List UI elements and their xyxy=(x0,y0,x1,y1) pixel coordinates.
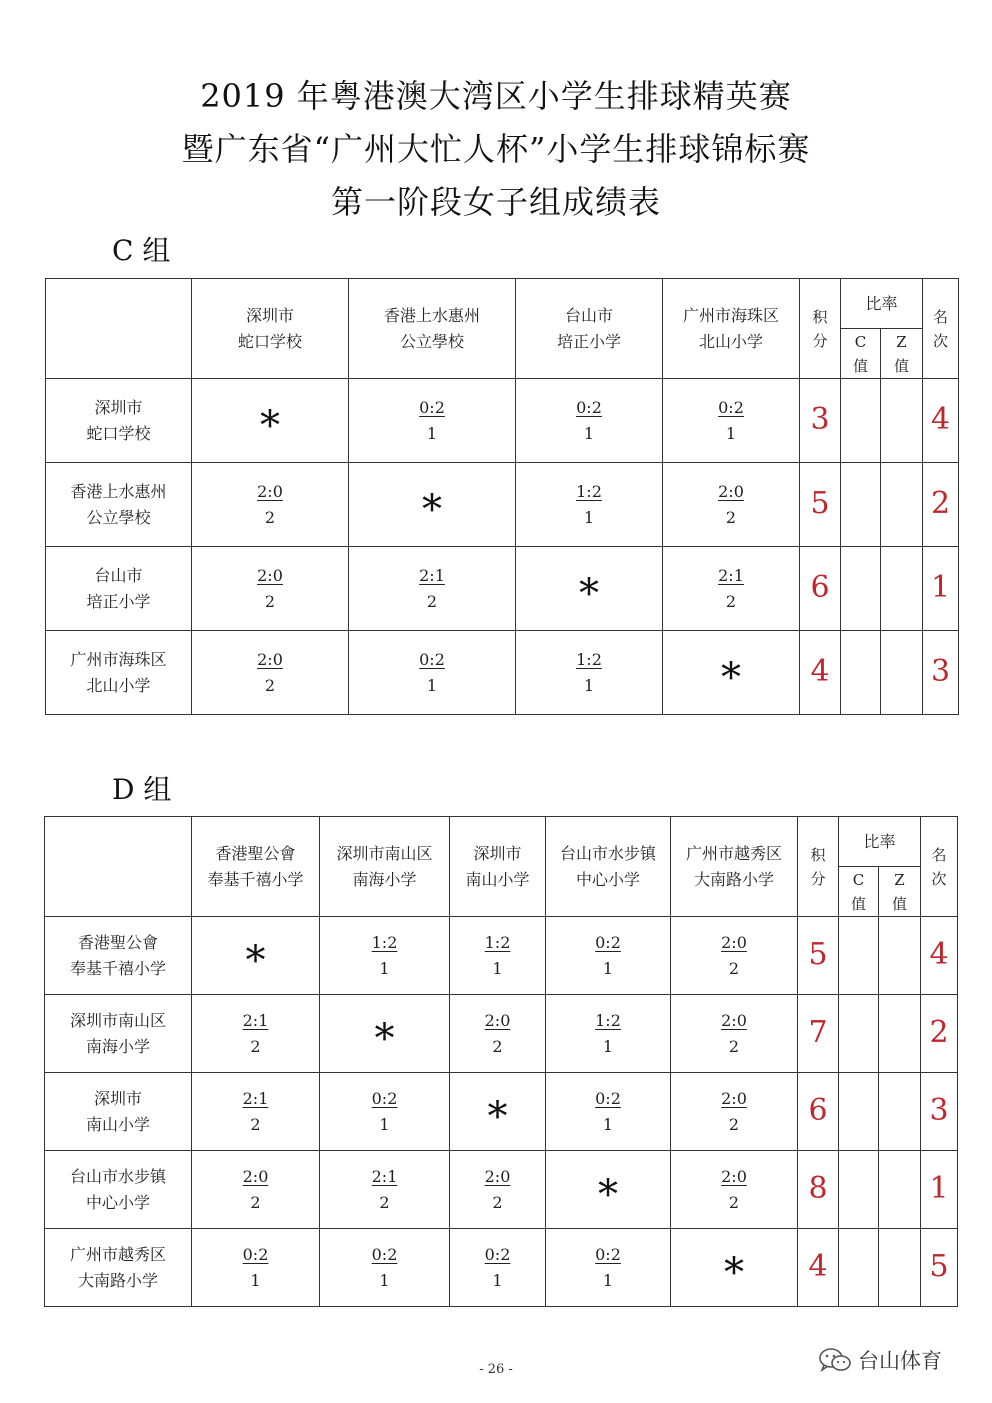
match-score: 2:1 xyxy=(371,1166,398,1186)
match-cell xyxy=(671,995,798,1073)
z_value-letter: Z xyxy=(894,870,905,889)
team-name-line1: 深圳市 xyxy=(94,397,143,417)
header-row xyxy=(46,279,959,329)
self-match-star: * xyxy=(245,938,266,984)
match-points: 2 xyxy=(250,1036,261,1056)
row-team-header xyxy=(45,1151,192,1229)
rank-value: 2 xyxy=(929,1014,949,1050)
match-points: 1 xyxy=(602,1036,614,1056)
team-name-line1: 香港聖公會 xyxy=(77,932,158,952)
match-cell xyxy=(192,995,320,1073)
c-value-header xyxy=(839,867,879,917)
team-name-line1: 香港上水惠州 xyxy=(383,305,480,325)
self-match-star: * xyxy=(374,1016,395,1062)
title-line-2: 暨广东省“广州大忙人杯”小学生排球锦标赛 xyxy=(181,130,811,168)
match-cell xyxy=(349,379,516,463)
match-score: 2:0 xyxy=(721,1166,747,1186)
column-team-header xyxy=(192,279,349,379)
match-points: 2 xyxy=(264,591,276,611)
points-value: 6 xyxy=(808,1092,828,1128)
match-points: 1 xyxy=(583,675,595,695)
match-points: 2 xyxy=(492,1192,503,1212)
title-line-3: 第一阶段女子组成绩表 xyxy=(330,183,661,221)
match-cell xyxy=(671,917,798,995)
team-name-line1: 台山市 xyxy=(564,305,613,325)
table-row xyxy=(46,463,959,547)
points-header-2: 分 xyxy=(810,869,826,888)
rank-value: 3 xyxy=(929,1092,949,1128)
match-points: 1 xyxy=(725,423,737,443)
ratio-header: 比率 xyxy=(839,817,921,867)
match-score: 0:2 xyxy=(242,1244,269,1264)
match-points: 1 xyxy=(602,958,614,978)
team-name-line2: 北山小学 xyxy=(698,331,763,351)
team-name-line2: 南山小学 xyxy=(85,1114,150,1134)
c-value-cell xyxy=(841,547,881,631)
match-cell xyxy=(663,463,800,547)
match-points: 2 xyxy=(728,1114,740,1134)
team-name-line2: 大南路小学 xyxy=(693,869,774,889)
match-cell xyxy=(192,379,349,463)
match-points: 1 xyxy=(583,507,595,527)
c-value-cell xyxy=(839,995,879,1073)
match-score: 2:1 xyxy=(718,565,744,585)
table-row xyxy=(45,1229,958,1307)
match-cell xyxy=(546,917,671,995)
team-name-line1: 台山市水步镇 xyxy=(559,843,656,863)
match-cell xyxy=(516,379,663,463)
c-value-cell xyxy=(839,1073,879,1151)
corner-cell xyxy=(46,279,192,379)
z-value-cell xyxy=(879,917,921,995)
team-name-line1: 香港聖公會 xyxy=(215,843,296,863)
column-team-header xyxy=(320,817,450,917)
rank-value: 3 xyxy=(930,653,951,689)
z-value-header xyxy=(879,867,921,917)
match-score: 2:0 xyxy=(721,1010,747,1030)
match-cell xyxy=(192,917,320,995)
c-value-cell xyxy=(841,463,881,547)
table-row xyxy=(45,917,958,995)
c_value-letter: C xyxy=(852,870,865,889)
table-row xyxy=(45,1073,958,1151)
match-cell xyxy=(671,1151,798,1229)
row-team-header xyxy=(45,917,192,995)
points-value: 4 xyxy=(810,653,830,689)
group-c-table xyxy=(45,278,959,715)
group-d-table xyxy=(44,816,958,1307)
match-cell xyxy=(192,1073,320,1151)
team-name-line2: 公立學校 xyxy=(399,331,464,351)
team-name-line2: 公立學校 xyxy=(86,507,151,527)
group-d-label: D 组 xyxy=(112,773,172,806)
match-points: 1 xyxy=(379,1270,390,1290)
column-team-header xyxy=(671,817,798,917)
column-team-header xyxy=(516,279,663,379)
match-score: 0:2 xyxy=(718,397,744,417)
match-points: 1 xyxy=(426,423,438,443)
match-score: 0:2 xyxy=(595,1244,621,1264)
match-cell xyxy=(320,995,450,1073)
rank-cell xyxy=(923,463,959,547)
match-cell xyxy=(546,1073,671,1151)
match-score: 0:2 xyxy=(371,1244,398,1264)
team-name-line1: 深圳市 xyxy=(245,305,294,325)
match-cell xyxy=(192,1151,320,1229)
team-name-line1: 台山市水步镇 xyxy=(69,1166,166,1186)
row-team-header xyxy=(45,1229,192,1307)
points-value: 5 xyxy=(810,485,830,521)
rank-header xyxy=(923,279,959,379)
c_value-letter: C xyxy=(854,332,867,351)
self-match-star: * xyxy=(487,1094,508,1140)
team-name-line1: 广州市越秀区 xyxy=(69,1244,166,1264)
match-points: 2 xyxy=(250,1114,261,1134)
points-cell xyxy=(798,917,839,995)
title-line-1: 2019 年粤港澳大湾区小学生排球精英赛 xyxy=(200,77,792,115)
points-value: 7 xyxy=(808,1014,828,1050)
self-match-star: * xyxy=(724,1250,744,1296)
match-score: 1:2 xyxy=(576,649,602,669)
match-points: 1 xyxy=(602,1114,614,1134)
match-cell xyxy=(671,1229,798,1307)
match-cell xyxy=(546,1229,671,1307)
match-score: 2:1 xyxy=(242,1088,269,1108)
table-row xyxy=(46,631,959,715)
row-team-header xyxy=(46,463,192,547)
rank-cell xyxy=(923,547,959,631)
team-name-line1: 深圳市 xyxy=(473,843,522,863)
match-points: 2 xyxy=(728,958,740,978)
match-score: 2:0 xyxy=(242,1166,269,1186)
match-cell xyxy=(349,631,516,715)
column-team-header xyxy=(450,817,546,917)
match-score: 2:0 xyxy=(484,1166,511,1186)
match-points: 2 xyxy=(250,1192,261,1212)
rank-cell xyxy=(921,1073,958,1151)
points-cell xyxy=(800,547,841,631)
team-name-line2: 大南路小学 xyxy=(77,1270,158,1290)
table-row xyxy=(45,1151,958,1229)
z-value-cell xyxy=(879,1229,921,1307)
match-points: 2 xyxy=(725,591,737,611)
match-cell xyxy=(320,917,450,995)
team-name-line1: 香港上水惠州 xyxy=(70,481,167,501)
rank-value: 2 xyxy=(930,485,951,521)
match-score: 2:0 xyxy=(257,481,283,501)
rank-header-1: 名 xyxy=(933,307,949,326)
z-value-cell xyxy=(881,547,923,631)
points-header xyxy=(798,817,839,917)
c-value-header xyxy=(841,329,881,379)
points-cell xyxy=(798,995,839,1073)
match-score: 0:2 xyxy=(371,1088,398,1108)
row-team-header xyxy=(46,379,192,463)
rank-cell xyxy=(923,379,959,463)
points-cell xyxy=(800,379,841,463)
team-name-line2: 南海小学 xyxy=(352,869,417,889)
z_value-letter: Z xyxy=(896,332,907,351)
match-cell xyxy=(450,1073,546,1151)
header-row xyxy=(45,817,958,867)
match-cell xyxy=(663,379,800,463)
points-value: 4 xyxy=(808,1248,828,1284)
column-team-header xyxy=(349,279,516,379)
team-name-line2: 南山小学 xyxy=(465,869,530,889)
z_value-char: 值 xyxy=(892,894,908,913)
rank-value: 5 xyxy=(929,1248,949,1284)
z-value-header xyxy=(881,329,923,379)
table-row xyxy=(46,379,959,463)
team-name-line2: 奉基千禧小学 xyxy=(207,869,304,889)
points-header xyxy=(800,279,841,379)
c-value-cell xyxy=(839,917,879,995)
team-name-line2: 北山小学 xyxy=(86,675,151,695)
match-cell xyxy=(320,1229,450,1307)
team-name-line2: 培正小学 xyxy=(556,331,621,351)
self-match-star: * xyxy=(422,487,442,533)
match-cell xyxy=(671,1073,798,1151)
match-cell xyxy=(349,463,516,547)
match-cell xyxy=(450,1151,546,1229)
match-score: 0:2 xyxy=(484,1244,511,1264)
points-cell xyxy=(798,1073,839,1151)
match-points: 2 xyxy=(492,1036,503,1056)
match-points: 1 xyxy=(379,1114,390,1134)
points-value: 5 xyxy=(808,936,828,972)
c-value-cell xyxy=(839,1229,879,1307)
page-number: - 26 - xyxy=(479,1362,513,1377)
match-points: 1 xyxy=(492,1270,503,1290)
z-value-cell xyxy=(881,463,923,547)
z-value-cell xyxy=(881,631,923,715)
points-cell xyxy=(798,1151,839,1229)
z-value-cell xyxy=(879,1073,921,1151)
self-match-star: * xyxy=(579,571,599,617)
team-name-line1: 广州市越秀区 xyxy=(685,843,782,863)
team-name-line1: 深圳市 xyxy=(93,1088,142,1108)
match-cell xyxy=(450,1229,546,1307)
match-points: 1 xyxy=(602,1270,614,1290)
rank-cell xyxy=(923,631,959,715)
match-points: 1 xyxy=(492,958,503,978)
c-value-cell xyxy=(841,379,881,463)
points-header-1: 积 xyxy=(812,307,828,326)
c-value-cell xyxy=(841,631,881,715)
match-score: 2:1 xyxy=(419,565,445,585)
rank-header-2: 次 xyxy=(931,869,947,888)
match-points: 1 xyxy=(583,423,595,443)
rank-header xyxy=(921,817,958,917)
match-cell xyxy=(320,1151,450,1229)
match-cell xyxy=(192,547,349,631)
match-cell xyxy=(516,631,663,715)
points-header-2: 分 xyxy=(812,331,828,350)
column-team-header xyxy=(192,817,320,917)
match-points: 2 xyxy=(728,1036,740,1056)
team-name-line1: 深圳市南山区 xyxy=(336,843,433,863)
c_value-char: 值 xyxy=(850,894,866,913)
match-cell xyxy=(192,1229,320,1307)
z-value-cell xyxy=(879,995,921,1073)
rank-value: 1 xyxy=(930,569,951,605)
c_value-char: 值 xyxy=(852,356,868,375)
row-team-header xyxy=(45,995,192,1073)
team-name-line2: 南海小学 xyxy=(85,1036,150,1056)
match-score: 2:0 xyxy=(721,932,747,952)
team-name-line2: 培正小学 xyxy=(86,591,151,611)
watermark-text: 台山体育 xyxy=(858,1349,942,1373)
match-cell xyxy=(349,547,516,631)
rank-header-1: 名 xyxy=(931,845,947,864)
match-cell xyxy=(192,463,349,547)
match-score: 0:2 xyxy=(595,1088,621,1108)
match-cell xyxy=(663,547,800,631)
z_value-char: 值 xyxy=(894,356,910,375)
table-row xyxy=(46,547,959,631)
match-cell xyxy=(450,917,546,995)
column-team-header xyxy=(663,279,800,379)
match-cell xyxy=(546,1151,671,1229)
team-name-line1: 广州市海珠区 xyxy=(682,305,779,325)
match-score: 0:2 xyxy=(595,932,621,952)
rank-value: 4 xyxy=(930,401,951,437)
team-name-line2: 蛇口学校 xyxy=(86,423,151,443)
points-cell xyxy=(800,631,841,715)
match-points: 2 xyxy=(264,675,276,695)
watermark xyxy=(818,1345,942,1375)
match-cell xyxy=(516,547,663,631)
match-score: 2:0 xyxy=(484,1010,511,1030)
points-value: 6 xyxy=(810,569,830,605)
match-score: 2:0 xyxy=(718,481,744,501)
column-team-header xyxy=(546,817,671,917)
match-cell xyxy=(546,995,671,1073)
match-points: 2 xyxy=(379,1192,390,1212)
group-c-label: C 组 xyxy=(112,234,171,267)
points-cell xyxy=(800,463,841,547)
match-points: 2 xyxy=(728,1192,740,1212)
points-value: 8 xyxy=(808,1170,828,1206)
match-score: 2:0 xyxy=(257,565,283,585)
team-name-line2: 奉基千禧小学 xyxy=(69,958,166,978)
match-points: 1 xyxy=(426,675,438,695)
self-match-star: * xyxy=(598,1172,618,1218)
corner-cell xyxy=(45,817,192,917)
match-points: 1 xyxy=(250,1270,261,1290)
team-name-line2: 蛇口学校 xyxy=(237,331,302,351)
team-name-line1: 台山市 xyxy=(94,565,143,585)
row-team-header xyxy=(45,1073,192,1151)
match-score: 2:0 xyxy=(257,649,283,669)
match-score: 2:0 xyxy=(721,1088,747,1108)
self-match-star: * xyxy=(721,655,741,701)
match-score: 0:2 xyxy=(576,397,602,417)
points-cell xyxy=(798,1229,839,1307)
match-cell xyxy=(663,631,800,715)
team-name-line2: 中心小学 xyxy=(575,869,640,889)
match-cell xyxy=(450,995,546,1073)
points-header-1: 积 xyxy=(810,845,826,864)
team-name-line1: 深圳市南山区 xyxy=(69,1010,166,1030)
rank-cell xyxy=(921,1151,958,1229)
wechat-icon xyxy=(818,1347,852,1373)
team-name-line1: 广州市海珠区 xyxy=(70,649,167,669)
match-score: 1:2 xyxy=(484,932,511,952)
match-cell xyxy=(192,631,349,715)
match-score: 1:2 xyxy=(595,1010,621,1030)
match-score: 2:1 xyxy=(242,1010,269,1030)
rank-value: 1 xyxy=(929,1170,949,1206)
z-value-cell xyxy=(879,1151,921,1229)
match-score: 0:2 xyxy=(419,397,445,417)
table-row xyxy=(45,995,958,1073)
match-cell xyxy=(516,463,663,547)
match-points: 2 xyxy=(264,507,276,527)
rank-header-2: 次 xyxy=(933,331,949,350)
team-name-line2: 中心小学 xyxy=(85,1192,150,1212)
match-score: 0:2 xyxy=(419,649,445,669)
match-cell xyxy=(320,1073,450,1151)
self-match-star: * xyxy=(260,403,280,449)
ratio-header: 比率 xyxy=(841,279,923,329)
match-score: 1:2 xyxy=(576,481,602,501)
match-points: 1 xyxy=(379,958,390,978)
rank-cell xyxy=(921,917,958,995)
z-value-cell xyxy=(881,379,923,463)
match-points: 2 xyxy=(426,591,438,611)
c-value-cell xyxy=(839,1151,879,1229)
row-team-header xyxy=(46,547,192,631)
points-value: 3 xyxy=(810,401,830,437)
match-points: 2 xyxy=(725,507,737,527)
match-score: 1:2 xyxy=(371,932,398,952)
row-team-header xyxy=(46,631,192,715)
rank-cell xyxy=(921,1229,958,1307)
rank-value: 4 xyxy=(929,936,949,972)
rank-cell xyxy=(921,995,958,1073)
